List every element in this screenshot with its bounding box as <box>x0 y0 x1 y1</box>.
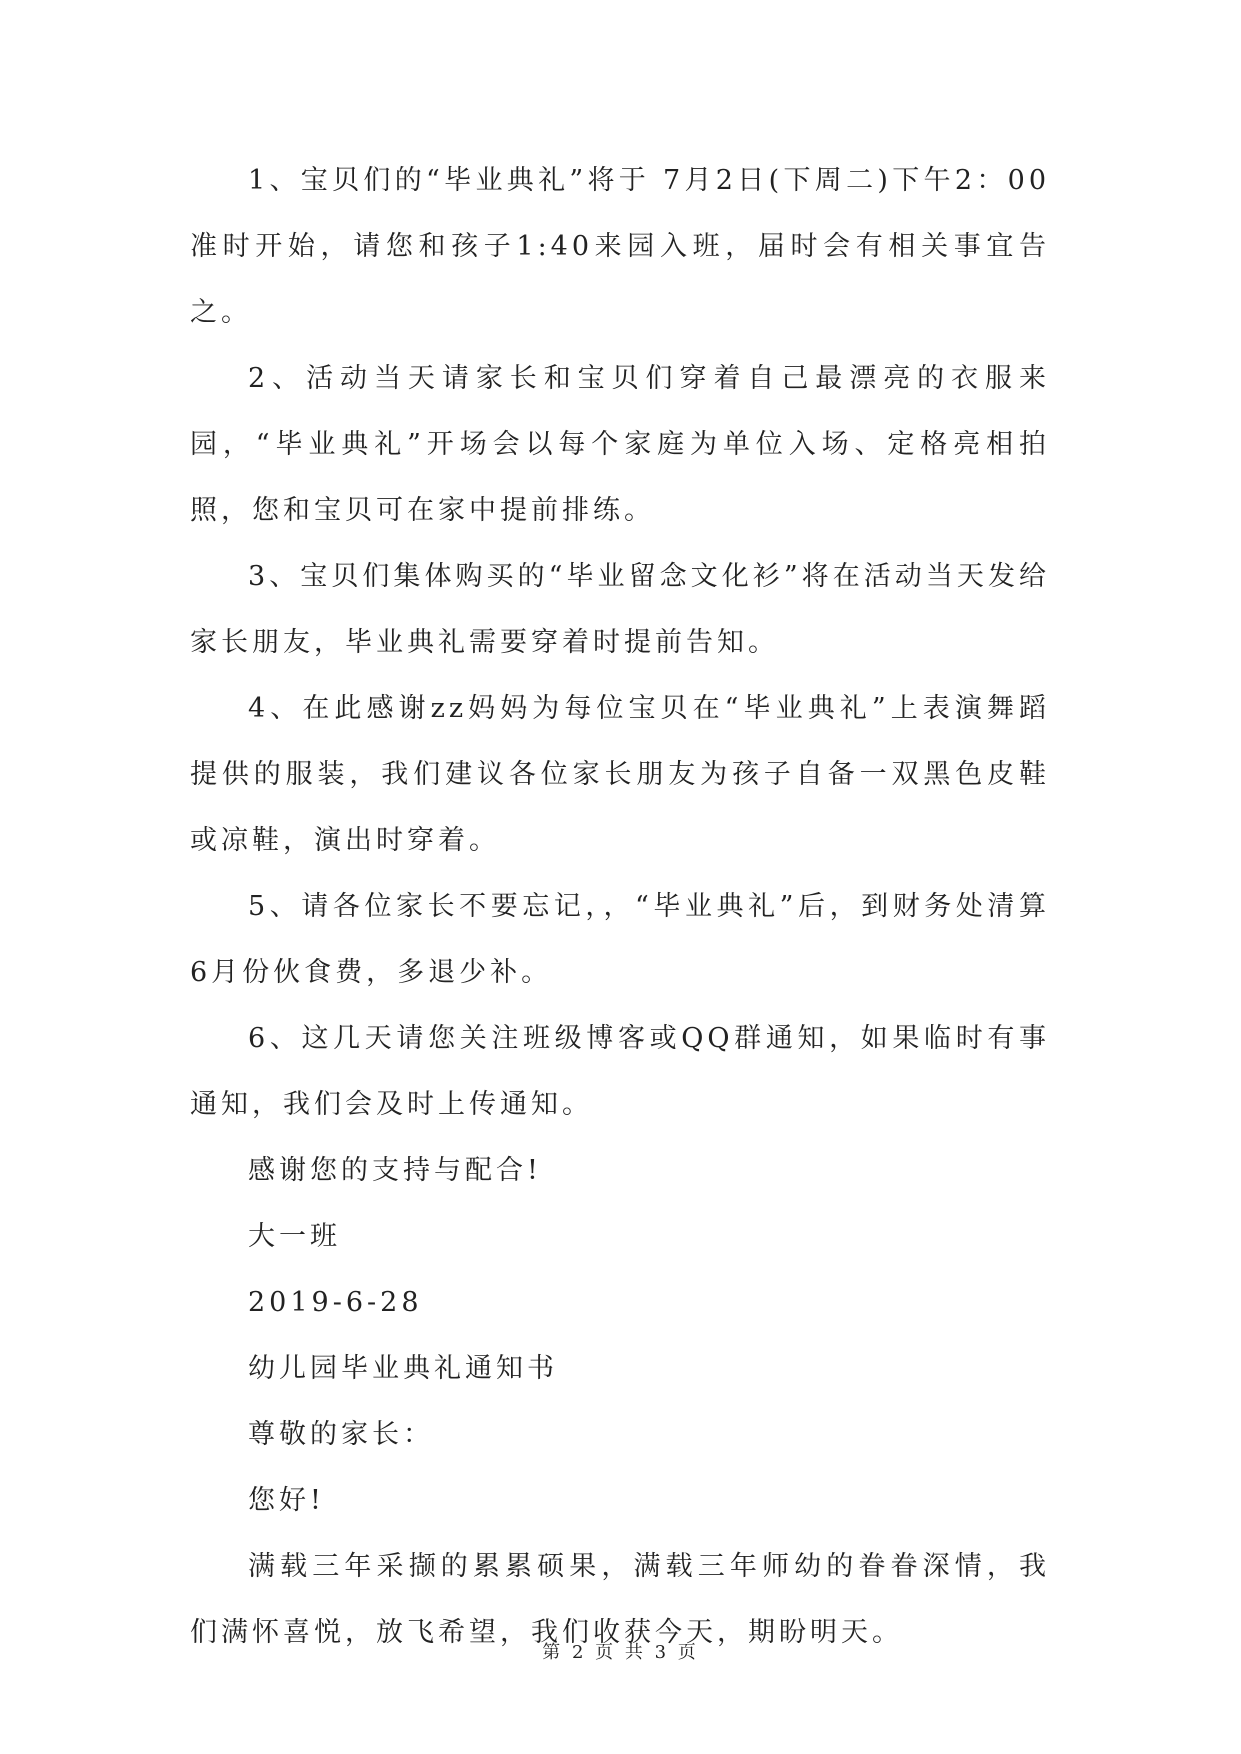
closing-paragraph: 满载三年采撷的累累硕果，满载三年师幼的眷眷深情，我们满怀喜悦，放飞希望，我们收获今天，期盼明天。 <box>190 1551 1050 1648</box>
document-body <box>190 148 1050 1666</box>
thanks-line: 感谢您的支持与配合! <box>248 1155 542 1186</box>
notice-item-6: 6、这几天请您关注班级博客或QQ群通知，如果临时有事通知，我们会及时上传通知。 <box>190 1023 1050 1120</box>
page-number-footer: 第 2 页 共 3 页 <box>542 1642 699 1663</box>
signature-class: 大一班 <box>248 1221 341 1252</box>
second-notice-title: 幼儿园毕业典礼通知书 <box>248 1353 558 1384</box>
notice-item-5: 5、请各位家长不要忘记，，“毕业典礼”后，到财务处清算6月份伙食费，多退少补。 <box>190 891 1050 988</box>
notice-item-4: 4、在此感谢zz妈妈为每位宝贝在“毕业典礼”上表演舞蹈提供的服装，我们建议各位家长朋友为孩子自备一双黑色皮鞋或凉鞋，演出时穿着。 <box>190 693 1050 856</box>
signature-date: 2019-6-28 <box>248 1287 423 1318</box>
hello-line: 您好! <box>248 1485 325 1516</box>
greeting-line: 尊敬的家长： <box>248 1419 434 1450</box>
notice-item-2: 2、活动当天请家长和宝贝们穿着自己最漂亮的衣服来园，“毕业典礼”开场会以每个家庭为单位入场、定格亮相拍照，您和宝贝可在家中提前排练。 <box>190 363 1050 526</box>
notice-item-3: 3、宝贝们集体购买的“毕业留念文化衫”将在活动当天发给家长朋友，毕业典礼需要穿着时提前告知。 <box>190 561 1050 658</box>
notice-item-1: 1、宝贝们的“毕业典礼”将于 7月2日(下周二)下午2：00准时开始，请您和孩子1:40来园入班，届时会有相关事宜告之。 <box>190 165 1050 328</box>
